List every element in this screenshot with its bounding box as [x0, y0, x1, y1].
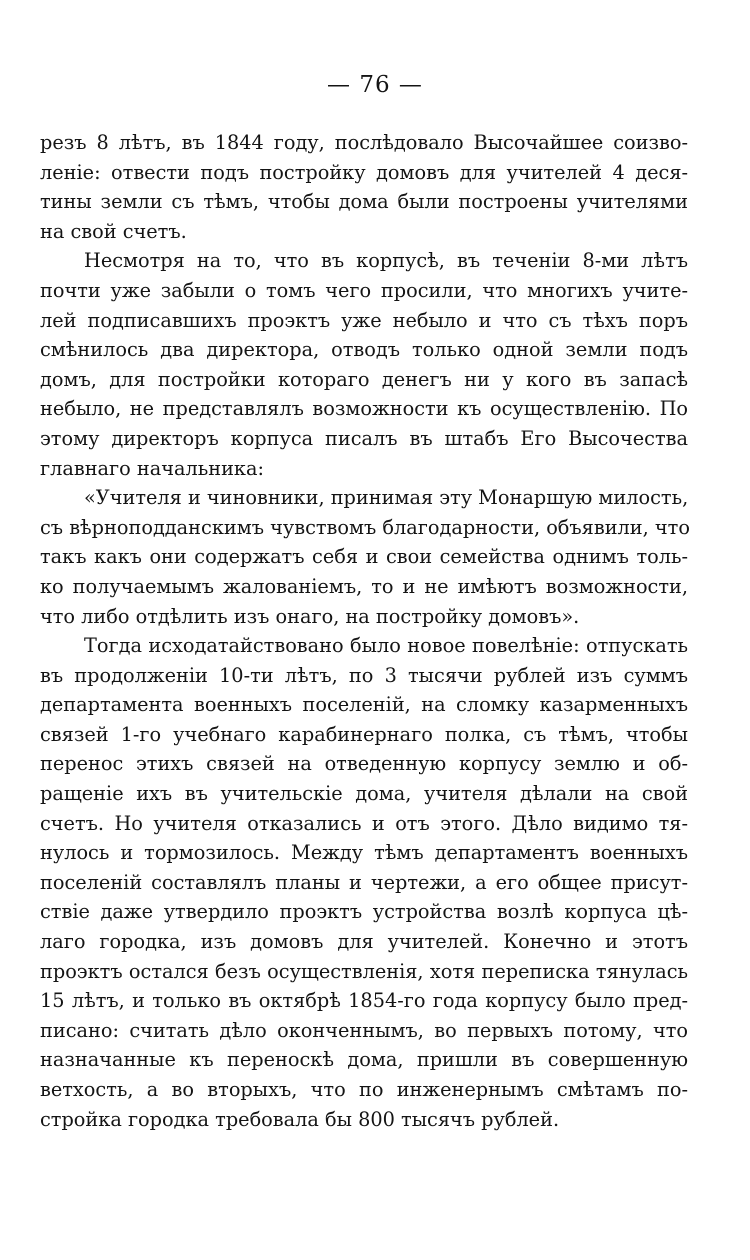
- text-line: домъ, для постройки котораго денегъ ни у кого въ запасѣ: [40, 367, 688, 391]
- text-line: смѣнилось два директора, отводъ только одной земли подъ: [40, 338, 688, 362]
- text-line: что либо отдѣлить изъ онаго, на постройку домовъ».: [40, 604, 580, 628]
- text-line: Несмотря на то, что въ корпусѣ, въ теченіи 8-ми лѣтъ: [84, 249, 688, 273]
- text-line: тины земли съ тѣмъ, чтобы дома были построены учителями: [40, 190, 688, 214]
- text-line: лаго городка, изъ домовъ для учителей. Конечно и этотъ: [40, 930, 688, 954]
- text-line: связей 1-го учебнаго карабинернаго полка, съ тѣмъ, чтобы: [40, 722, 688, 746]
- text-line: «Учителя и чиновники, принимая эту Монаршую милость,: [84, 486, 689, 510]
- text-line: ко получаемымъ жалованіемъ, то и не имѣютъ возможности,: [40, 574, 688, 598]
- paragraph-4: [40, 631, 688, 1134]
- text-line: назначанные къ переноскѣ дома, пришли въ совершенную: [40, 1048, 688, 1072]
- text-line: стройка городка требовала бы 800 тысячъ рублей.: [40, 1107, 560, 1131]
- text-line: поселеній составлялъ планы и чертежи, а его общее присут-: [40, 870, 688, 894]
- text-line: съ вѣрноподданскимъ чувствомъ благодарности, объявили, что: [40, 515, 690, 539]
- text-line: такъ какъ они содержатъ себя и свои семейства однимъ толь-: [40, 545, 688, 569]
- paragraph-3-quote: [40, 483, 688, 631]
- paragraph-2: [40, 246, 688, 483]
- text-line: этому директоръ корпуса писалъ въ штабъ Его Высочества: [40, 426, 688, 450]
- text-line: 15 лѣтъ, и только въ октябрѣ 1854-го года корпусу было пред-: [40, 989, 688, 1013]
- text-line: Тогда исходатайствовано было новое повелѣніе: отпускать: [84, 634, 688, 658]
- text-line: небыло, не представлялъ возможности къ осуществленію. По: [40, 397, 688, 421]
- text-line: департамента военныхъ поселеній, на сломку казарменныхъ: [40, 693, 688, 717]
- text-line: леніе: отвести подъ постройку домовъ для учителей 4 деся-: [40, 160, 688, 184]
- text-line: на свой счетъ.: [40, 219, 187, 243]
- paragraph-1: [40, 128, 688, 246]
- text-line: главнаго начальника:: [40, 456, 264, 480]
- document-body: [40, 128, 688, 1134]
- text-line: почти уже забыли о томъ чего просили, что многихъ учите-: [40, 278, 688, 302]
- text-line: ствіе даже утвердило проэктъ устройства возлѣ корпуса цѣ-: [40, 900, 688, 924]
- text-line: проэктъ остался безъ осуществленія, хотя переписка тянулась: [40, 959, 688, 983]
- text-line: перенос этихъ связей на отведенную корпусу землю и об-: [40, 752, 688, 776]
- text-line: писано: считать дѣло оконченнымъ, во первыхъ потому, что: [40, 1018, 688, 1042]
- text-line: нулось и тормозилось. Между тѣмъ департаментъ военныхъ: [40, 841, 688, 865]
- text-line: въ продолженіи 10-ти лѣтъ, по 3 тысячи рублей изъ суммъ: [40, 663, 688, 687]
- page-number: — 76 —: [327, 72, 423, 98]
- text-line: счетъ. Но учителя отказались и отъ этого. Дѣло видимо тя-: [40, 811, 688, 835]
- text-line: лей подписавшихъ проэктъ уже небыло и что съ тѣхъ поръ: [40, 308, 688, 332]
- text-line: ращеніе ихъ въ учительскіе дома, учителя дѣлали на свой: [40, 782, 688, 806]
- text-line: ветхость, а во вторыхъ, что по инженернымъ смѣтамъ по-: [40, 1078, 688, 1101]
- text-line: резъ 8 лѣтъ, въ 1844 году, послѣдовало Высочайшее соизво-: [40, 131, 688, 154]
